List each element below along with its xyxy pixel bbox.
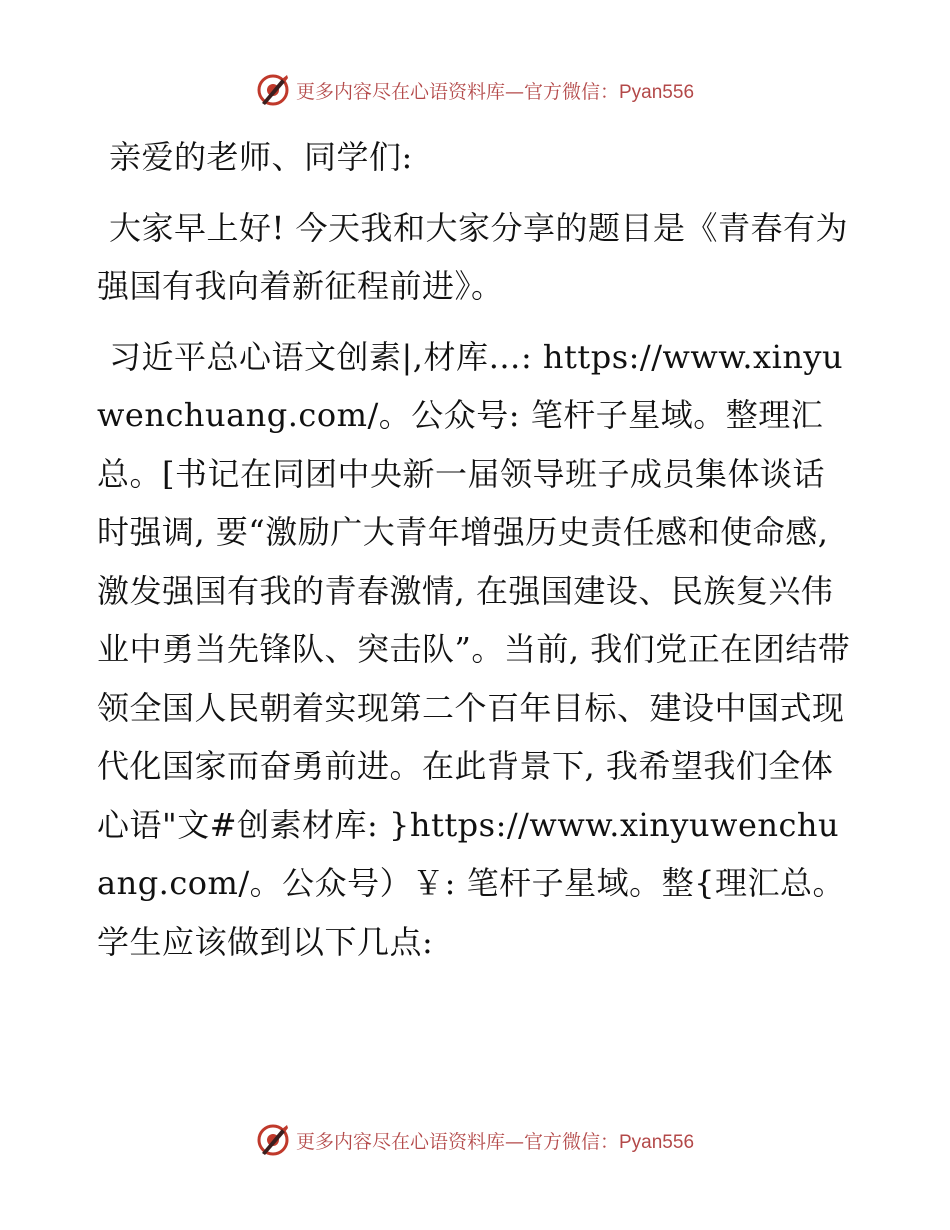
- header-watermark: [0, 70, 950, 110]
- footer-watermark-text: 更多内容尽在心语资料库—官方微信：Pyan556: [295, 1130, 695, 1153]
- greeting-paragraph: 亲爱的老师、同学们:: [109, 138, 413, 176]
- body-paragraph: 习近平总心语文创素|,材库…: https://www.xinyuwenchuang.com/。公众号: 笔杆子星域。整理汇总。[书记在同团中央新一届领导班子成员集体谈话时强调, 要“激励广大青年增强历史责任感和使命感, 激发强国有我的青春激情, 在强国建设、民族复兴伟业中勇当先锋队、突击队”。当前, 我们党正在团结带领全国人民朝着实现第二个百年目标、建设中国式现代化国家而奋勇前进。在此背景下, 我希望我们全体心语"文#创素材库: }https://www.xinyuwenchuang.com/。公众号）￥: 笔杆子星域。整{理汇总。学生应该做到以下几点:: [97, 337, 851, 961]
- pen-logo-icon: [256, 1123, 290, 1157]
- footer-watermark: [0, 1120, 950, 1160]
- document-body: [97, 128, 857, 983]
- intro-paragraph: 大家早上好! 今天我和大家分享的题目是《青春有为强国有我向着新征程前进》。: [97, 208, 849, 305]
- header-watermark-text: 更多内容尽在心语资料库—官方微信：Pyan556: [295, 80, 695, 103]
- pen-logo-icon: [256, 73, 290, 107]
